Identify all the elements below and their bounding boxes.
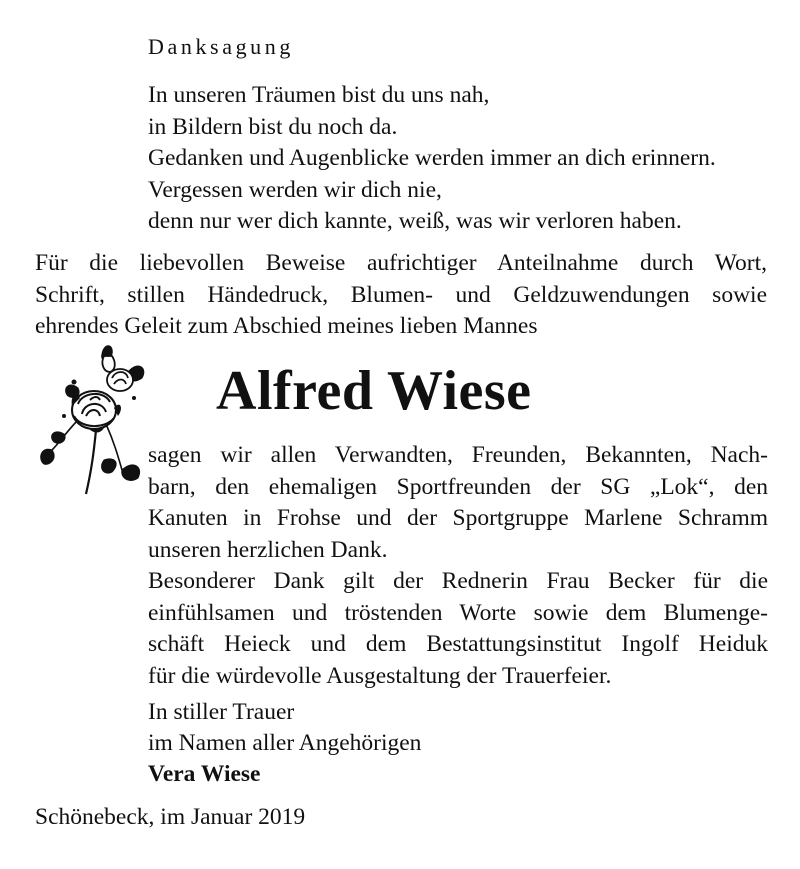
poem <box>148 80 788 238</box>
paragraph-line: ehrendes Geleit zum Abschied meines lieben Mannes <box>35 313 538 339</box>
paragraph-line: schäft Heieck und dem Bestattungsinstitut Ingolf Heiduk <box>148 631 768 657</box>
poem-line: In unseren Träumen bist du uns nah, <box>148 82 490 108</box>
poem-line: Gedanken und Augenblicke werden immer an dich erinnern. <box>148 145 716 171</box>
paragraph-line: Schrift, stillen Händedruck, Blumen- und Geldzuwendungen sowie <box>35 281 767 308</box>
signature-line: In stiller Trauer <box>148 699 295 725</box>
deceased-name: Alfred Wiese <box>216 360 532 422</box>
place-date: Schönebeck, im Januar 2019 <box>35 804 306 830</box>
paragraph-line: Für die liebevollen Beweise aufrichtiger Anteilnahme durch Wort, <box>35 250 767 276</box>
special-thanks-paragraph <box>148 566 768 692</box>
thanks-intro-paragraph <box>35 248 767 343</box>
thanks-recipients-paragraph <box>148 440 768 566</box>
paragraph-line: sagen wir allen Verwandten, Freunden, Bekannten, Nach- <box>148 442 768 468</box>
poem-line: Vergessen werden wir dich nie, <box>148 176 442 203</box>
signer-name: Vera Wiese <box>148 761 261 787</box>
paragraph-line: Kanuten in Frohse und der Sportgruppe Marlene Schramm <box>148 505 768 531</box>
paragraph-line: Besonderer Dank gilt der Rednerin Frau Becker für die <box>148 568 768 594</box>
paragraph-line: einfühlsamen und tröstenden Worte sowie dem Blumenge- <box>148 599 768 626</box>
rose-icon <box>34 338 154 498</box>
paragraph-line: unseren herzlichen Dank. <box>148 536 388 563</box>
signature-block <box>148 697 421 790</box>
paragraph-line: barn, den ehemaligen Sportfreunden der SG „Lok“, den <box>148 473 768 500</box>
paragraph-line: für die würdevolle Ausgestaltung der Trauerfeier. <box>148 662 612 689</box>
poem-line: denn nur wer dich kannte, weiß, was wir verloren haben. <box>148 208 682 234</box>
signature-line: im Namen aller Angehörigen <box>148 730 422 756</box>
poem-line: in Bildern bist du noch da. <box>148 113 398 140</box>
heading: Danksagung <box>148 34 294 59</box>
